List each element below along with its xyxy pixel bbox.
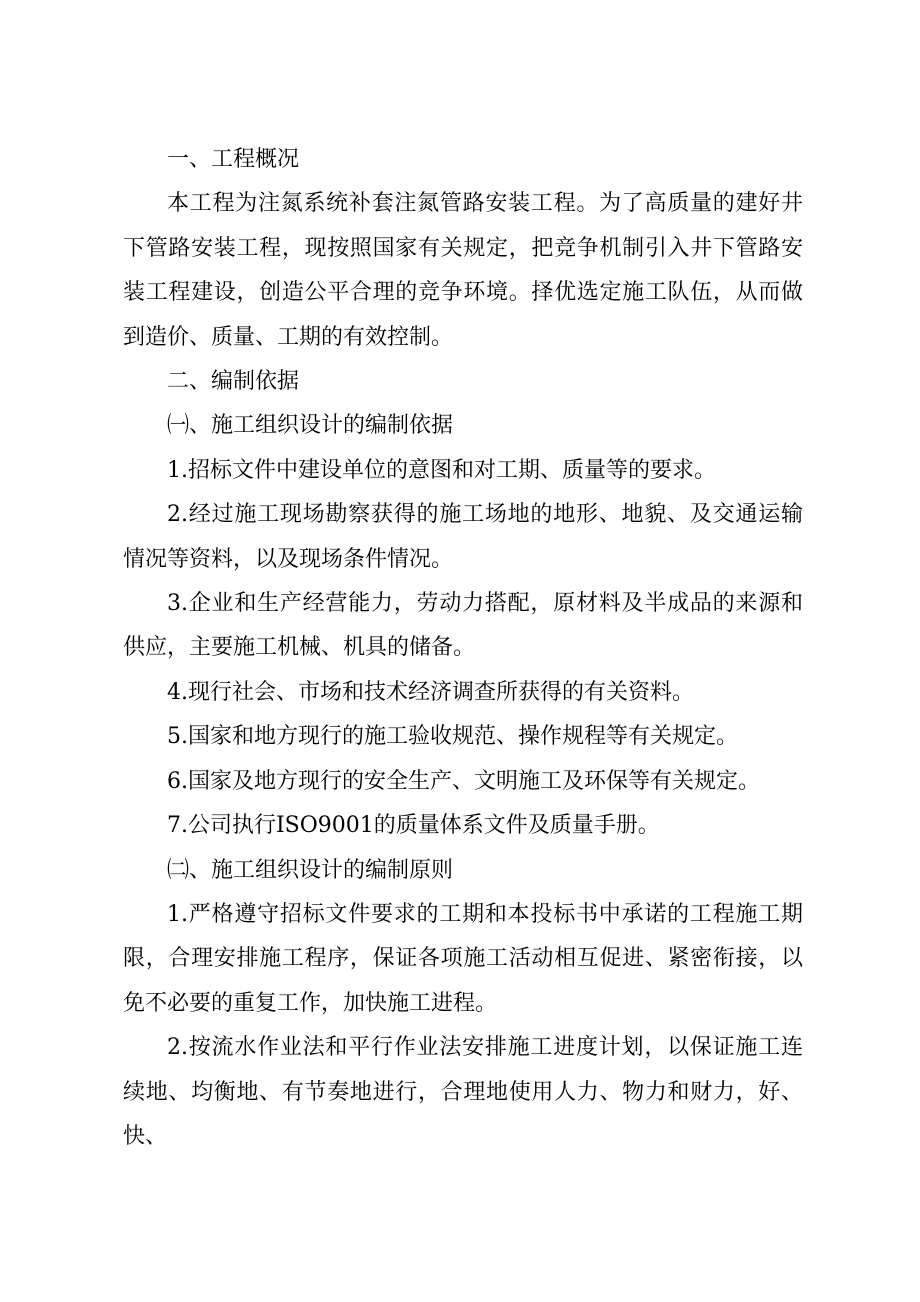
principle-item-1: 1.严格遵守招标文件要求的工期和本投标书中承诺的工程施工期限，合理安排施工程序，保证各项施工活动相互促进、紧密衔接，以免不必要的重复工作，加快施工进程。 <box>123 901 803 1016</box>
principle-item-2: 2.按流水作业法和平行作业法安排施工进度计划，以保证施工连续地、均衡地、有节奏地进行，合理地使用人力、物力和财力，好、快、 <box>123 1035 803 1149</box>
basis-item-2: 2.经过施工现场勘察获得的施工场地的地形、地貌、及交通运输情况等资料，以及现场条件情况。 <box>123 502 803 572</box>
overview-paragraph: 本工程为注氮系统补套注氮管路安装工程。为了高质量的建好井下管路安装工程，现按照国家有关规定，把竞争机制引入井下管路安装工程建设，创造公平合理的竞争环境。择优选定施工队伍，从而做到造价、质量、工期的有效控制。 <box>123 191 803 350</box>
document-body <box>123 138 803 1159</box>
basis-item-3: 3.企业和生产经营能力，劳动力搭配，原材料及半成品的来源和供应，主要施工机械、机具的储备。 <box>123 591 803 661</box>
basis-item-4: 4.现行社会、市场和技术经济调查所获得的有关资料。 <box>167 679 694 705</box>
basis-item-6: 6.国家及地方现行的安全生产、文明施工及环保等有关规定。 <box>167 768 760 794</box>
basis-item-5: 5.国家和地方现行的施工验收规范、操作规程等有关规定。 <box>167 724 738 750</box>
basis-item-1: 1.招标文件中建设单位的意图和对工期、质量等的要求。 <box>167 457 716 483</box>
subsection-heading-basis: ㈠、施工组织设计的编制依据 <box>167 413 454 439</box>
basis-item-7: 7.公司执行ISO9001的质量体系文件及质量手册。 <box>167 813 660 839</box>
subsection-heading-principles: ㈡、施工组织设计的编制原则 <box>167 857 454 883</box>
section-heading-overview: 一、工程概况 <box>167 147 300 172</box>
section-heading-basis: 二、编制依据 <box>167 369 300 395</box>
